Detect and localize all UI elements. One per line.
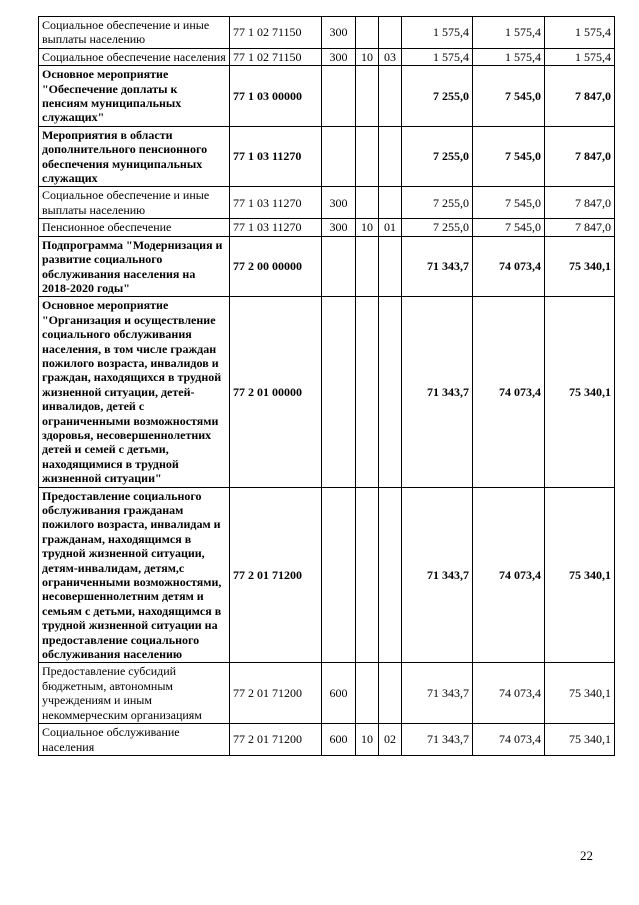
cell-name: Пенсионное обеспечение — [39, 219, 230, 236]
cell-target-code: 77 2 01 71200 — [230, 487, 322, 663]
cell-amount-year3: 75 340,1 — [545, 297, 615, 487]
cell-section: 10 — [356, 48, 379, 65]
cell-target-code: 77 1 02 71150 — [230, 48, 322, 65]
cell-expense-type — [322, 236, 356, 297]
cell-section — [356, 236, 379, 297]
table-row — [39, 663, 615, 724]
cell-name: Мероприятия в области дополнительного пенсионного обеспечения муниципальных служащих — [39, 126, 230, 187]
table-row — [39, 17, 615, 49]
table-row — [39, 187, 615, 219]
cell-amount-year3: 1 575,4 — [545, 48, 615, 65]
cell-name: Предоставление субсидий бюджетным, автономным учреждениям и иным некоммерческим организациям — [39, 663, 230, 724]
cell-expense-type: 600 — [322, 663, 356, 724]
cell-amount-year2: 7 545,0 — [473, 219, 545, 236]
table-row — [39, 724, 615, 756]
cell-section — [356, 17, 379, 49]
cell-amount-year3: 75 340,1 — [545, 236, 615, 297]
cell-section — [356, 487, 379, 663]
cell-target-code: 77 1 03 11270 — [230, 126, 322, 187]
cell-amount-year2: 7 545,0 — [473, 187, 545, 219]
cell-subsection — [379, 236, 402, 297]
table-row — [39, 297, 615, 487]
cell-amount-year1: 7 255,0 — [402, 66, 473, 127]
cell-expense-type: 600 — [322, 724, 356, 756]
cell-amount-year3: 7 847,0 — [545, 219, 615, 236]
table-row — [39, 487, 615, 663]
cell-amount-year3: 1 575,4 — [545, 17, 615, 49]
cell-amount-year3: 7 847,0 — [545, 66, 615, 127]
cell-expense-type: 300 — [322, 219, 356, 236]
cell-amount-year2: 74 073,4 — [473, 487, 545, 663]
table-row — [39, 48, 615, 65]
cell-expense-type: 300 — [322, 17, 356, 49]
cell-name: Социальное обеспечение и иные выплаты населению — [39, 187, 230, 219]
cell-expense-type — [322, 297, 356, 487]
cell-name: Основное мероприятие "Обеспечение доплаты к пенсиям муниципальных служащих" — [39, 66, 230, 127]
cell-target-code: 77 2 01 71200 — [230, 724, 322, 756]
cell-amount-year1: 71 343,7 — [402, 724, 473, 756]
budget-table-body — [39, 17, 615, 756]
cell-name: Социальное обслуживание населения — [39, 724, 230, 756]
cell-target-code: 77 2 00 00000 — [230, 236, 322, 297]
cell-amount-year1: 1 575,4 — [402, 17, 473, 49]
cell-subsection — [379, 487, 402, 663]
cell-subsection — [379, 126, 402, 187]
cell-target-code: 77 1 03 11270 — [230, 187, 322, 219]
page-number: 22 — [580, 848, 593, 863]
cell-amount-year1: 7 255,0 — [402, 126, 473, 187]
cell-amount-year2: 1 575,4 — [473, 48, 545, 65]
cell-amount-year3: 7 847,0 — [545, 187, 615, 219]
cell-section: 10 — [356, 724, 379, 756]
cell-section: 10 — [356, 219, 379, 236]
cell-amount-year1: 1 575,4 — [402, 48, 473, 65]
cell-expense-type — [322, 66, 356, 127]
cell-amount-year3: 75 340,1 — [545, 487, 615, 663]
cell-subsection: 03 — [379, 48, 402, 65]
table-row — [39, 236, 615, 297]
cell-target-code: 77 2 01 00000 — [230, 297, 322, 487]
cell-section — [356, 663, 379, 724]
cell-amount-year2: 1 575,4 — [473, 17, 545, 49]
cell-subsection — [379, 17, 402, 49]
cell-amount-year3: 75 340,1 — [545, 663, 615, 724]
cell-target-code: 77 1 02 71150 — [230, 17, 322, 49]
cell-subsection: 02 — [379, 724, 402, 756]
cell-expense-type: 300 — [322, 48, 356, 65]
cell-subsection: 01 — [379, 219, 402, 236]
cell-subsection — [379, 66, 402, 127]
cell-expense-type: 300 — [322, 187, 356, 219]
cell-amount-year1: 7 255,0 — [402, 187, 473, 219]
cell-amount-year1: 71 343,7 — [402, 663, 473, 724]
cell-amount-year2: 74 073,4 — [473, 663, 545, 724]
cell-target-code: 77 2 01 71200 — [230, 663, 322, 724]
cell-name: Социальное обеспечение населения — [39, 48, 230, 65]
cell-name: Социальное обеспечение и иные выплаты населению — [39, 17, 230, 49]
cell-amount-year3: 7 847,0 — [545, 126, 615, 187]
cell-amount-year2: 74 073,4 — [473, 297, 545, 487]
cell-subsection — [379, 663, 402, 724]
cell-target-code: 77 1 03 00000 — [230, 66, 322, 127]
table-row — [39, 66, 615, 127]
cell-amount-year2: 7 545,0 — [473, 126, 545, 187]
cell-name: Основное мероприятие "Организация и осуществление социального обслуживания населения, в том числе граждан пожилого возраста, инвалидов и граждан, находящихся в трудной жизненной ситуации, детей-инвалидов, детей с ограниченными возможностями здоровья, несовершеннолетних детей и семей с детьми, находящимися в трудной жизненной ситуации" — [39, 297, 230, 487]
cell-amount-year1: 71 343,7 — [402, 487, 473, 663]
cell-expense-type — [322, 487, 356, 663]
cell-section — [356, 187, 379, 219]
cell-subsection — [379, 297, 402, 487]
cell-amount-year3: 75 340,1 — [545, 724, 615, 756]
cell-section — [356, 126, 379, 187]
cell-section — [356, 297, 379, 487]
cell-subsection — [379, 187, 402, 219]
cell-expense-type — [322, 126, 356, 187]
cell-name: Предоставление социального обслуживания гражданам пожилого возраста, инвалидам и гражданам, находящимся в трудной жизненной ситуации, детям-инвалидам, детям,с ограниченными возможностями, несовершеннолетним детям и семьям с детьми, находящимся в трудной жизненной ситуации на предоставление социального обслуживания населению — [39, 487, 230, 663]
cell-amount-year2: 7 545,0 — [473, 66, 545, 127]
cell-amount-year1: 7 255,0 — [402, 219, 473, 236]
cell-section — [356, 66, 379, 127]
cell-amount-year2: 74 073,4 — [473, 724, 545, 756]
cell-target-code: 77 1 03 11270 — [230, 219, 322, 236]
budget-table — [38, 16, 615, 756]
cell-amount-year1: 71 343,7 — [402, 297, 473, 487]
cell-amount-year1: 71 343,7 — [402, 236, 473, 297]
cell-amount-year2: 74 073,4 — [473, 236, 545, 297]
table-row — [39, 219, 615, 236]
cell-name: Подпрограмма "Модернизация и развитие социального обслуживания населения на 2018-2020 годы" — [39, 236, 230, 297]
table-row — [39, 126, 615, 187]
